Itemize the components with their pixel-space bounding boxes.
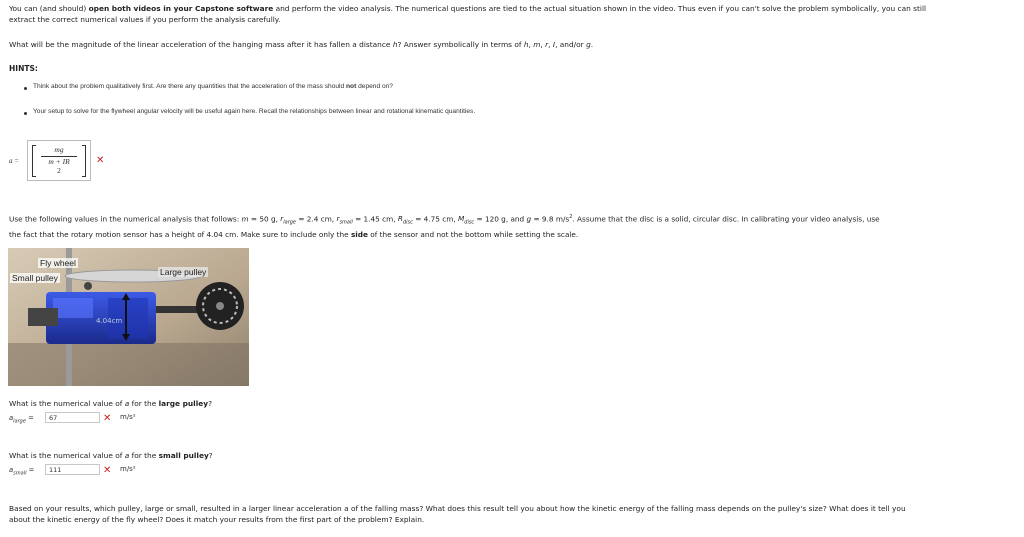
values-line-2: the fact that the rotary motion sensor has a height of 4.04 cm. Make sure to include only the side of the sensor and not the bottom while setting the scale. (9, 229, 579, 239)
incorrect-icon: ✕ (103, 465, 112, 476)
final-line-2: about the kinetic energy of the fly wheel? Does it match your results from the first part of the problem? Explain. (9, 515, 425, 524)
right-bracket (82, 145, 86, 177)
question-symbolic: What will be the magnitude of the linear acceleration of the hanging mass after it has fallen a distance h? Answer symbolically in terms of h, m, r, I, and/or g. (9, 40, 594, 49)
intro-line-2: extract the correct numerical values if you perform the analysis carefully. (9, 15, 281, 24)
hint-bullet (24, 87, 27, 90)
symbolic-answer-input[interactable] (27, 140, 91, 181)
question-small-pulley: What is the numerical value of a for the small pulley? (9, 451, 213, 460)
denominator-top: m + IR (48, 157, 70, 166)
final-question (9, 503, 1014, 525)
question-large-pulley: What is the numerical value of a for the large pulley? (9, 399, 213, 408)
answer-lhs: a = (9, 157, 19, 165)
intro-line-1: You can (and should) open both videos in your Capstone software and perform the video analysis. The numerical questions are tied to the actual situation shown in the video. Thus even if you can't solve the problem symbolically, you can still (9, 4, 927, 13)
apparatus-illustration (8, 248, 249, 386)
left-bracket (32, 145, 36, 177)
values-paragraph (9, 212, 1014, 240)
numerator: mg (54, 145, 64, 154)
label-flywheel: Fly wheel (40, 258, 76, 268)
unit-large: m/s² (120, 413, 136, 421)
hints-heading: HINTS: (9, 64, 38, 73)
hint-1: Think about the problem qualitatively first. Are there any quantities that the acceleration of the mass should not depend on? (33, 83, 393, 90)
apparatus-photo (8, 248, 249, 386)
label-a-small: $a_{small}$ = (9, 466, 35, 477)
hint-bullet (24, 112, 27, 115)
denominator-bottom: 2 (57, 166, 61, 175)
a-large-input[interactable]: 67 (45, 412, 100, 423)
final-line-1: Based on your results, which pulley, large or small, resulted in a larger linear acceleration a of the falling mass? What does this result tell you about how the kinetic energy of the falling mass depends on the pulley's size? What does it tell you (9, 504, 906, 513)
intro-paragraph (9, 3, 1014, 25)
incorrect-icon: ✕ (103, 413, 112, 424)
values-line-1: Use the following values in the numerical analysis that follows: m = 50 g, $r_{large} = 2.4$ cm, $r_{small} = 1.45$ cm, $R_{disc} = 4.75$ cm, $M_{disc} = 120$ g, and g = 9.8 $m/s^2$. Assume that the disc is a solid, circular disc. In calibrating your video analysis, use (9, 214, 880, 226)
label-a-large: $a_{large}$ = (9, 414, 34, 425)
incorrect-icon: ✕ (96, 155, 105, 166)
hint-2: Your setup to solve for the flywheel angular velocity will be useful again here. Recall the relationships between linear and rotational kinematic quantities. (33, 108, 476, 115)
a-small-input[interactable]: 111 (45, 464, 100, 475)
label-small-pulley: Small pulley (12, 273, 58, 283)
unit-small: m/s² (120, 465, 136, 473)
label-large-pulley: Large pulley (160, 267, 207, 277)
label-height: 4.04cm (96, 317, 123, 325)
